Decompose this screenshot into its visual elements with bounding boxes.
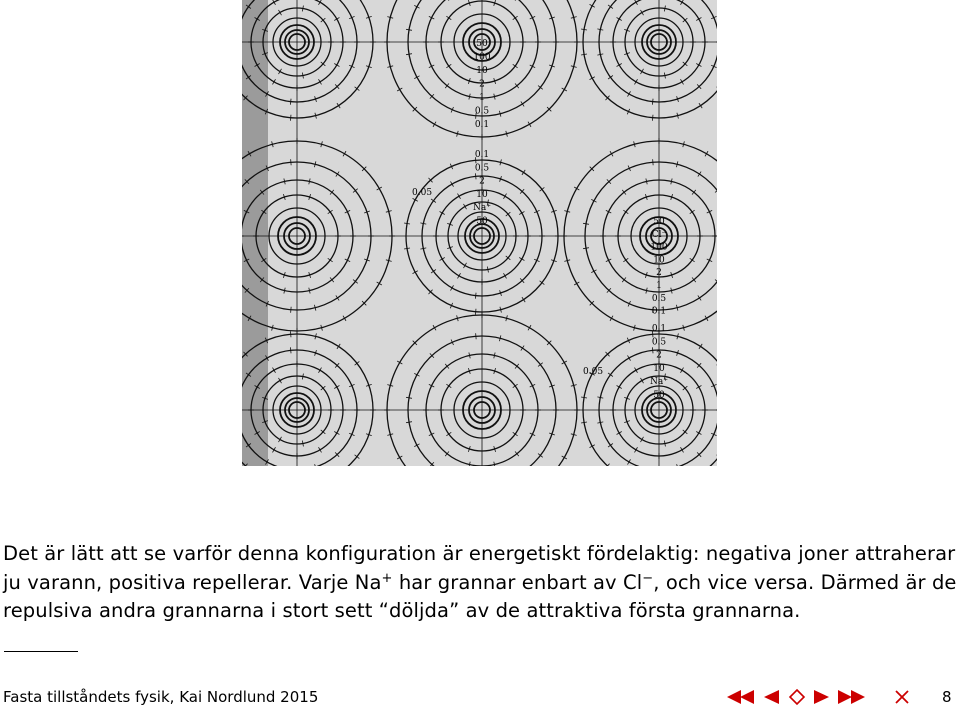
- footnote-rule: [4, 651, 78, 652]
- contour-label: Na⁺: [650, 377, 668, 388]
- last-page-icon[interactable]: [836, 686, 866, 708]
- contour-label: 0.1: [474, 150, 490, 160]
- footer-title: Fasta tillståndets fysik, Kai Nordlund 2015: [3, 688, 319, 706]
- contour-label: 0.1: [651, 324, 667, 334]
- charge-density-contour-map: [242, 0, 717, 466]
- figure-edge-shading: [242, 0, 268, 466]
- contour-label: 0.5: [651, 293, 667, 304]
- previous-page-icon[interactable]: [763, 686, 781, 708]
- contour-label: 2: [479, 79, 485, 90]
- saddle-label: 0.05: [412, 188, 433, 198]
- contour-label: 0.5: [651, 337, 667, 348]
- contour-label: 50: [653, 390, 665, 401]
- superscript-plus: +: [381, 570, 393, 586]
- contour-label: 50: [653, 217, 665, 227]
- contour-label: 0.1: [474, 120, 490, 130]
- first-page-icon[interactable]: [727, 686, 757, 708]
- contour-label: Na⁺: [473, 203, 491, 214]
- contour-label: 50: [476, 216, 488, 227]
- contour-label: 2: [479, 176, 485, 187]
- contour-label: 10: [653, 255, 665, 266]
- contour-label: Cl⁻: [651, 229, 667, 240]
- contour-label: 100: [473, 52, 491, 63]
- body-paragraph: [3, 540, 959, 626]
- contour-label: 2: [656, 268, 662, 279]
- contour-label: 10: [476, 66, 488, 76]
- contour-label: 10: [653, 363, 665, 374]
- contour-label: 1: [656, 281, 662, 291]
- saddle-label: 0.05: [583, 367, 604, 377]
- paragraph-text-1: Det är lätt att se varför denna konfiguration är energetiskt fördelaktig: negativa joner attraherar ju varann, positiva repellerar. Varje Na: [3, 542, 956, 594]
- close-icon[interactable]: [893, 686, 911, 708]
- contour-label: 2: [656, 350, 662, 361]
- paragraph-text-2: har grannar enbart av Cl: [392, 570, 643, 594]
- back-icon[interactable]: [788, 686, 806, 708]
- contour-label: 50: [476, 39, 488, 49]
- contour-label: 10: [476, 189, 488, 200]
- contour-label: 0.1: [651, 306, 667, 317]
- next-page-icon[interactable]: [812, 686, 830, 708]
- superscript-minus: −: [642, 570, 654, 586]
- contour-label: 0.5: [474, 163, 490, 174]
- contour-label: 100: [650, 242, 668, 253]
- contour-label: 1: [479, 93, 485, 103]
- contour-plot: [242, 0, 717, 466]
- contour-label: 0.5: [474, 106, 490, 117]
- page-number: 8: [942, 688, 952, 706]
- paragraph-text-3: , och vice versa. Därmed är de repulsiva andra grannarna i stort sett “döljda” av de attraktiva första grannarna.: [3, 570, 957, 622]
